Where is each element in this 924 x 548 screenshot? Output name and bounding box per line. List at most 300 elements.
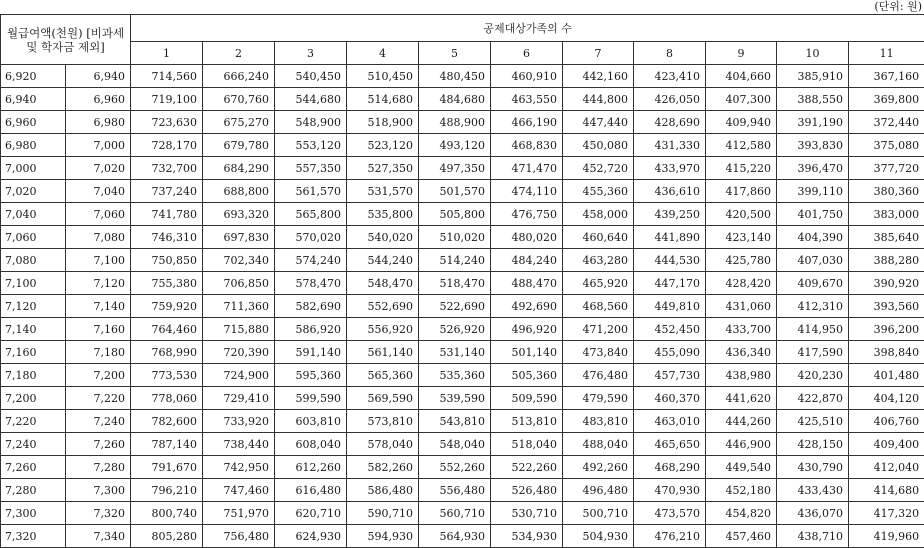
tax-amount-cell: 800,740 <box>131 502 203 525</box>
tax-amount-cell: 441,620 <box>706 387 777 410</box>
tax-amount-cell: 540,020 <box>347 226 419 249</box>
tax-amount-cell: 409,400 <box>849 433 924 456</box>
table-row <box>1 502 924 525</box>
tax-amount-cell: 463,550 <box>491 88 563 111</box>
tax-amount-cell: 385,640 <box>849 226 924 249</box>
tax-amount-cell: 446,900 <box>706 433 777 456</box>
income-from-cell: 7,040 <box>1 203 66 226</box>
tax-amount-cell: 679,780 <box>203 134 275 157</box>
tax-amount-cell: 465,920 <box>563 272 634 295</box>
tax-amount-cell: 409,940 <box>706 111 777 134</box>
tax-amount-cell: 375,080 <box>849 134 924 157</box>
tax-amount-cell: 399,110 <box>777 180 849 203</box>
tax-amount-cell: 624,930 <box>275 525 347 548</box>
table-row <box>1 410 924 433</box>
tax-amount-cell: 714,560 <box>131 65 203 88</box>
tax-amount-cell: 548,900 <box>275 111 347 134</box>
tax-amount-cell: 409,670 <box>777 272 849 295</box>
tax-amount-cell: 526,480 <box>491 479 563 502</box>
tax-amount-cell: 391,190 <box>777 111 849 134</box>
tax-amount-cell: 556,480 <box>419 479 491 502</box>
tax-amount-cell: 728,170 <box>131 134 203 157</box>
tax-amount-cell: 787,140 <box>131 433 203 456</box>
column-header: 1 <box>131 42 203 65</box>
income-from-cell: 7,060 <box>1 226 66 249</box>
tax-amount-cell: 457,460 <box>706 525 777 548</box>
tax-amount-cell: 444,260 <box>706 410 777 433</box>
tax-amount-cell: 412,310 <box>777 295 849 318</box>
tax-table <box>0 14 924 548</box>
tax-amount-cell: 388,280 <box>849 249 924 272</box>
tax-amount-cell: 447,170 <box>634 272 706 295</box>
tax-amount-cell: 557,350 <box>275 157 347 180</box>
tax-amount-cell: 724,900 <box>203 364 275 387</box>
tax-amount-cell: 377,720 <box>849 157 924 180</box>
column-header: 4 <box>347 42 419 65</box>
table-row <box>1 525 924 548</box>
tax-amount-cell: 417,320 <box>849 502 924 525</box>
tax-amount-cell: 383,000 <box>849 203 924 226</box>
tax-amount-cell: 428,420 <box>706 272 777 295</box>
column-header: 3 <box>275 42 347 65</box>
tax-amount-cell: 401,480 <box>849 364 924 387</box>
tax-amount-cell: 450,080 <box>563 134 634 157</box>
tax-amount-cell: 404,660 <box>706 65 777 88</box>
tax-amount-cell: 620,710 <box>275 502 347 525</box>
tax-amount-cell: 452,450 <box>634 318 706 341</box>
tax-amount-cell: 586,480 <box>347 479 419 502</box>
tax-amount-cell: 393,560 <box>849 295 924 318</box>
tax-amount-cell: 540,450 <box>275 65 347 88</box>
tax-amount-cell: 423,410 <box>634 65 706 88</box>
tax-amount-cell: 488,040 <box>563 433 634 456</box>
tax-amount-cell: 764,460 <box>131 318 203 341</box>
income-to-cell: 7,200 <box>66 364 131 387</box>
tax-amount-cell: 741,780 <box>131 203 203 226</box>
income-to-cell: 6,940 <box>66 65 131 88</box>
income-to-cell: 7,280 <box>66 456 131 479</box>
column-header: 2 <box>203 42 275 65</box>
tax-amount-cell: 492,690 <box>491 295 563 318</box>
income-to-cell: 6,960 <box>66 88 131 111</box>
table-row <box>1 341 924 364</box>
tax-amount-cell: 729,410 <box>203 387 275 410</box>
tax-amount-cell: 396,470 <box>777 157 849 180</box>
tax-amount-cell: 510,020 <box>419 226 491 249</box>
tax-amount-cell: 455,360 <box>563 180 634 203</box>
tax-amount-cell: 544,680 <box>275 88 347 111</box>
header-dependents: 공제대상가족의 수 <box>131 15 924 42</box>
income-to-cell: 7,320 <box>66 502 131 525</box>
tax-amount-cell: 492,260 <box>563 456 634 479</box>
tax-amount-cell: 612,260 <box>275 456 347 479</box>
tax-amount-cell: 514,680 <box>347 88 419 111</box>
income-from-cell: 7,280 <box>1 479 66 502</box>
table-row <box>1 88 924 111</box>
tax-amount-cell: 452,720 <box>563 157 634 180</box>
income-from-cell: 7,300 <box>1 502 66 525</box>
tax-amount-cell: 436,070 <box>777 502 849 525</box>
tax-amount-cell: 380,360 <box>849 180 924 203</box>
tax-amount-cell: 480,020 <box>491 226 563 249</box>
income-to-cell: 7,160 <box>66 318 131 341</box>
income-to-cell: 7,220 <box>66 387 131 410</box>
tax-amount-cell: 385,910 <box>777 65 849 88</box>
income-to-cell: 7,000 <box>66 134 131 157</box>
column-header-row <box>1 42 924 65</box>
tax-amount-cell: 449,540 <box>706 456 777 479</box>
income-from-cell: 7,120 <box>1 295 66 318</box>
tax-amount-cell: 569,590 <box>347 387 419 410</box>
tax-amount-cell: 444,530 <box>634 249 706 272</box>
tax-amount-cell: 417,590 <box>777 341 849 364</box>
tax-amount-cell: 570,020 <box>275 226 347 249</box>
tax-amount-cell: 582,260 <box>347 456 419 479</box>
tax-amount-cell: 438,710 <box>777 525 849 548</box>
tax-amount-cell: 474,110 <box>491 180 563 203</box>
tax-amount-cell: 463,010 <box>634 410 706 433</box>
table-row <box>1 433 924 456</box>
tax-amount-cell: 578,040 <box>347 433 419 456</box>
tax-amount-cell: 441,890 <box>634 226 706 249</box>
tax-amount-cell: 548,040 <box>419 433 491 456</box>
tax-amount-cell: 796,210 <box>131 479 203 502</box>
tax-amount-cell: 684,290 <box>203 157 275 180</box>
tax-amount-cell: 422,870 <box>777 387 849 410</box>
tax-amount-cell: 751,970 <box>203 502 275 525</box>
tax-amount-cell: 439,250 <box>634 203 706 226</box>
tax-amount-cell: 544,240 <box>347 249 419 272</box>
tax-amount-cell: 530,710 <box>491 502 563 525</box>
tax-amount-cell: 423,140 <box>706 226 777 249</box>
tax-amount-cell: 573,810 <box>347 410 419 433</box>
tax-amount-cell: 468,290 <box>634 456 706 479</box>
tax-amount-cell: 742,950 <box>203 456 275 479</box>
income-to-cell: 7,120 <box>66 272 131 295</box>
tax-amount-cell: 425,780 <box>706 249 777 272</box>
tax-amount-cell: 526,920 <box>419 318 491 341</box>
tax-amount-cell: 732,700 <box>131 157 203 180</box>
tax-amount-cell: 484,680 <box>419 88 491 111</box>
tax-amount-cell: 719,100 <box>131 88 203 111</box>
tax-amount-cell: 417,860 <box>706 180 777 203</box>
income-from-cell: 7,160 <box>1 341 66 364</box>
tax-amount-cell: 470,930 <box>634 479 706 502</box>
tax-amount-cell: 522,690 <box>419 295 491 318</box>
income-to-cell: 7,060 <box>66 203 131 226</box>
tax-amount-cell: 805,280 <box>131 525 203 548</box>
tax-amount-cell: 747,460 <box>203 479 275 502</box>
tax-amount-cell: 415,220 <box>706 157 777 180</box>
income-from-cell: 7,000 <box>1 157 66 180</box>
tax-amount-cell: 390,920 <box>849 272 924 295</box>
tax-amount-cell: 773,530 <box>131 364 203 387</box>
tax-amount-cell: 513,810 <box>491 410 563 433</box>
column-header: 5 <box>419 42 491 65</box>
tax-amount-cell: 535,800 <box>347 203 419 226</box>
tax-amount-cell: 543,810 <box>419 410 491 433</box>
tax-amount-cell: 401,750 <box>777 203 849 226</box>
income-to-cell: 7,020 <box>66 157 131 180</box>
tax-amount-cell: 582,690 <box>275 295 347 318</box>
tax-amount-cell: 565,360 <box>347 364 419 387</box>
table-row <box>1 65 924 88</box>
income-to-cell: 7,180 <box>66 341 131 364</box>
tax-amount-cell: 603,810 <box>275 410 347 433</box>
tax-amount-cell: 688,800 <box>203 180 275 203</box>
tax-amount-cell: 428,690 <box>634 111 706 134</box>
tax-amount-cell: 768,990 <box>131 341 203 364</box>
tax-amount-cell: 496,480 <box>563 479 634 502</box>
tax-amount-cell: 755,380 <box>131 272 203 295</box>
column-header: 8 <box>634 42 706 65</box>
column-header: 6 <box>491 42 563 65</box>
income-from-cell: 7,080 <box>1 249 66 272</box>
income-from-cell: 7,200 <box>1 387 66 410</box>
tax-amount-cell: 460,370 <box>634 387 706 410</box>
tax-amount-cell: 670,760 <box>203 88 275 111</box>
tax-amount-cell: 561,140 <box>347 341 419 364</box>
tax-amount-cell: 396,200 <box>849 318 924 341</box>
column-header: 11 <box>849 42 924 65</box>
tax-amount-cell: 473,570 <box>634 502 706 525</box>
tax-amount-cell: 430,790 <box>777 456 849 479</box>
unit-label: (단위: 원) <box>874 0 922 14</box>
income-from-cell: 7,220 <box>1 410 66 433</box>
tax-amount-cell: 476,750 <box>491 203 563 226</box>
tax-amount-cell: 404,120 <box>849 387 924 410</box>
tax-amount-cell: 372,440 <box>849 111 924 134</box>
tax-amount-cell: 431,060 <box>706 295 777 318</box>
tax-amount-cell: 436,610 <box>634 180 706 203</box>
tax-amount-cell: 476,210 <box>634 525 706 548</box>
tax-amount-cell: 433,970 <box>634 157 706 180</box>
tax-amount-cell: 460,640 <box>563 226 634 249</box>
tax-amount-cell: 578,470 <box>275 272 347 295</box>
tax-amount-cell: 449,810 <box>634 295 706 318</box>
tax-amount-cell: 505,360 <box>491 364 563 387</box>
table-row <box>1 157 924 180</box>
tax-amount-cell: 560,710 <box>419 502 491 525</box>
tax-amount-cell: 388,550 <box>777 88 849 111</box>
tax-amount-cell: 460,910 <box>491 65 563 88</box>
table-row <box>1 295 924 318</box>
tax-amount-cell: 564,930 <box>419 525 491 548</box>
tax-amount-cell: 493,120 <box>419 134 491 157</box>
income-from-cell: 6,940 <box>1 88 66 111</box>
income-to-cell: 7,260 <box>66 433 131 456</box>
tax-amount-cell: 534,930 <box>491 525 563 548</box>
tax-amount-cell: 476,480 <box>563 364 634 387</box>
income-from-cell: 7,140 <box>1 318 66 341</box>
tax-amount-cell: 488,900 <box>419 111 491 134</box>
tax-amount-cell: 574,240 <box>275 249 347 272</box>
tax-amount-cell: 425,510 <box>777 410 849 433</box>
tax-amount-cell: 496,920 <box>491 318 563 341</box>
table-row <box>1 111 924 134</box>
tax-amount-cell: 480,450 <box>419 65 491 88</box>
tax-amount-cell: 518,900 <box>347 111 419 134</box>
tax-amount-cell: 444,800 <box>563 88 634 111</box>
income-to-cell: 7,340 <box>66 525 131 548</box>
tax-amount-cell: 465,650 <box>634 433 706 456</box>
tax-amount-cell: 590,710 <box>347 502 419 525</box>
tax-amount-cell: 442,160 <box>563 65 634 88</box>
column-header: 9 <box>706 42 777 65</box>
income-to-cell: 7,100 <box>66 249 131 272</box>
table-row <box>1 479 924 502</box>
tax-amount-cell: 733,920 <box>203 410 275 433</box>
tax-amount-cell: 458,000 <box>563 203 634 226</box>
income-from-cell: 7,180 <box>1 364 66 387</box>
tax-amount-cell: 484,240 <box>491 249 563 272</box>
tax-amount-cell: 693,320 <box>203 203 275 226</box>
tax-amount-cell: 468,560 <box>563 295 634 318</box>
tax-amount-cell: 369,800 <box>849 88 924 111</box>
tax-amount-cell: 479,590 <box>563 387 634 410</box>
tax-amount-cell: 518,040 <box>491 433 563 456</box>
tax-amount-cell: 398,840 <box>849 341 924 364</box>
income-from-cell: 7,320 <box>1 525 66 548</box>
tax-amount-cell: 522,260 <box>491 456 563 479</box>
income-to-cell: 6,980 <box>66 111 131 134</box>
tax-amount-cell: 527,350 <box>347 157 419 180</box>
income-from-cell: 6,920 <box>1 65 66 88</box>
tax-amount-cell: 471,200 <box>563 318 634 341</box>
table-row <box>1 180 924 203</box>
tax-amount-cell: 531,140 <box>419 341 491 364</box>
tax-amount-cell: 675,270 <box>203 111 275 134</box>
tax-amount-cell: 406,760 <box>849 410 924 433</box>
tax-amount-cell: 468,830 <box>491 134 563 157</box>
tax-amount-cell: 565,800 <box>275 203 347 226</box>
header-income-range: 월급여액(천원) [비과세 및 학자금 제외] <box>1 15 131 65</box>
tax-amount-cell: 419,960 <box>849 525 924 548</box>
tax-amount-cell: 523,120 <box>347 134 419 157</box>
tax-amount-cell: 447,440 <box>563 111 634 134</box>
tax-amount-cell: 531,570 <box>347 180 419 203</box>
tax-amount-cell: 393,830 <box>777 134 849 157</box>
tax-amount-cell: 750,850 <box>131 249 203 272</box>
tax-amount-cell: 407,030 <box>777 249 849 272</box>
income-to-cell: 7,040 <box>66 180 131 203</box>
tax-amount-cell: 500,710 <box>563 502 634 525</box>
tax-amount-cell: 466,190 <box>491 111 563 134</box>
tax-amount-cell: 501,570 <box>419 180 491 203</box>
tax-amount-cell: 488,470 <box>491 272 563 295</box>
tax-amount-cell: 759,920 <box>131 295 203 318</box>
tax-amount-cell: 561,570 <box>275 180 347 203</box>
tax-amount-cell: 548,470 <box>347 272 419 295</box>
tax-amount-cell: 438,980 <box>706 364 777 387</box>
tax-amount-cell: 608,040 <box>275 433 347 456</box>
income-from-cell: 7,240 <box>1 433 66 456</box>
tax-amount-cell: 404,390 <box>777 226 849 249</box>
tax-amount-cell: 514,240 <box>419 249 491 272</box>
tax-amount-cell: 666,240 <box>203 65 275 88</box>
income-to-cell: 7,140 <box>66 295 131 318</box>
tax-amount-cell: 433,430 <box>777 479 849 502</box>
tax-amount-cell: 539,590 <box>419 387 491 410</box>
tax-amount-cell: 420,500 <box>706 203 777 226</box>
tax-amount-cell: 412,580 <box>706 134 777 157</box>
table-row <box>1 226 924 249</box>
tax-amount-cell: 723,630 <box>131 111 203 134</box>
column-header: 10 <box>777 42 849 65</box>
tax-amount-cell: 711,360 <box>203 295 275 318</box>
tax-amount-cell: 471,470 <box>491 157 563 180</box>
tax-amount-cell: 737,240 <box>131 180 203 203</box>
tax-amount-cell: 535,360 <box>419 364 491 387</box>
tax-amount-cell: 738,440 <box>203 433 275 456</box>
income-to-cell: 7,300 <box>66 479 131 502</box>
tax-amount-cell: 616,480 <box>275 479 347 502</box>
tax-amount-cell: 436,340 <box>706 341 777 364</box>
tax-amount-cell: 518,470 <box>419 272 491 295</box>
column-header: 7 <box>563 42 634 65</box>
tax-amount-cell: 426,050 <box>634 88 706 111</box>
tax-amount-cell: 433,700 <box>706 318 777 341</box>
tax-amount-cell: 455,090 <box>634 341 706 364</box>
table-row <box>1 272 924 295</box>
tax-amount-cell: 697,830 <box>203 226 275 249</box>
tax-amount-cell: 552,690 <box>347 295 419 318</box>
table-row <box>1 387 924 410</box>
table-row <box>1 203 924 226</box>
tax-amount-cell: 715,880 <box>203 318 275 341</box>
table-row <box>1 249 924 272</box>
tax-amount-cell: 595,360 <box>275 364 347 387</box>
tax-amount-cell: 782,600 <box>131 410 203 433</box>
tax-amount-cell: 594,930 <box>347 525 419 548</box>
tax-amount-cell: 473,840 <box>563 341 634 364</box>
table-row <box>1 364 924 387</box>
income-from-cell: 7,260 <box>1 456 66 479</box>
tax-amount-cell: 463,280 <box>563 249 634 272</box>
tax-amount-cell: 553,120 <box>275 134 347 157</box>
tax-amount-cell: 720,390 <box>203 341 275 364</box>
tax-amount-cell: 412,040 <box>849 456 924 479</box>
tax-amount-cell: 552,260 <box>419 456 491 479</box>
tax-amount-cell: 497,350 <box>419 157 491 180</box>
income-from-cell: 7,020 <box>1 180 66 203</box>
income-to-cell: 7,080 <box>66 226 131 249</box>
tax-amount-cell: 431,330 <box>634 134 706 157</box>
tax-amount-cell: 414,950 <box>777 318 849 341</box>
tax-amount-cell: 501,140 <box>491 341 563 364</box>
tax-amount-cell: 452,180 <box>706 479 777 502</box>
tax-amount-cell: 509,590 <box>491 387 563 410</box>
income-to-cell: 7,240 <box>66 410 131 433</box>
income-from-cell: 7,100 <box>1 272 66 295</box>
tax-amount-cell: 504,930 <box>563 525 634 548</box>
tax-amount-cell: 510,450 <box>347 65 419 88</box>
tax-amount-cell: 428,150 <box>777 433 849 456</box>
table-row <box>1 134 924 157</box>
tax-amount-cell: 556,920 <box>347 318 419 341</box>
table-row <box>1 456 924 479</box>
tax-amount-cell: 746,310 <box>131 226 203 249</box>
tax-amount-cell: 407,300 <box>706 88 777 111</box>
tax-amount-cell: 457,730 <box>634 364 706 387</box>
tax-amount-cell: 505,800 <box>419 203 491 226</box>
table-row <box>1 318 924 341</box>
tax-amount-cell: 778,060 <box>131 387 203 410</box>
tax-amount-cell: 591,140 <box>275 341 347 364</box>
income-from-cell: 6,980 <box>1 134 66 157</box>
tax-amount-cell: 599,590 <box>275 387 347 410</box>
tax-amount-cell: 414,680 <box>849 479 924 502</box>
